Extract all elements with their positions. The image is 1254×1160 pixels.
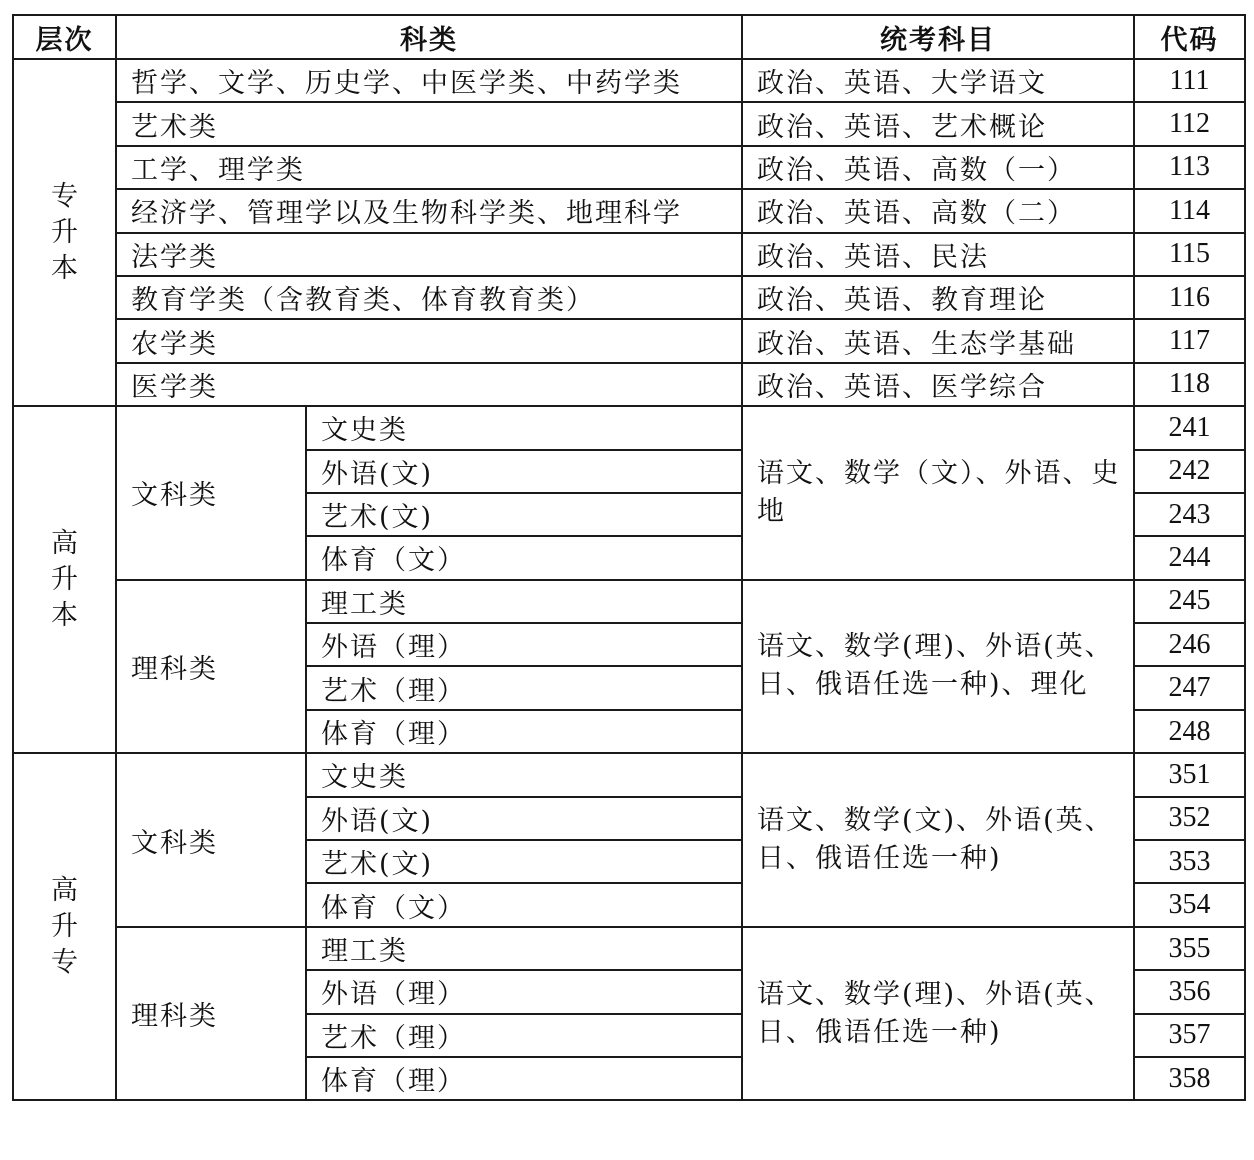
table-row [13,102,1245,145]
level-gaoshengzhuan [13,753,116,1100]
level-zhuanshengben [13,59,116,406]
sub-category-cell: 体育（文） [306,536,742,579]
level-char: 本 [51,252,78,284]
exam-subjects-table [12,14,1246,1101]
subjects-cell: 政治、英语、大学语文 [742,59,1134,102]
code-cell: 245 [1134,580,1245,623]
code-cell: 117 [1134,319,1245,362]
code-cell: 247 [1134,666,1245,709]
header-level: 层次 [13,15,116,59]
subjects-cell: 语文、数学(理)、外语(英、日、俄语任选一种)、理化 [742,580,1134,754]
sub-category-cell: 理工类 [306,580,742,623]
code-cell: 357 [1134,1014,1245,1057]
category-cell: 哲学、文学、历史学、中医学类、中药学类 [116,59,742,102]
level-char: 专 [51,946,78,978]
sub-category-cell: 文史类 [306,406,742,449]
table-row [13,59,1245,102]
code-cell: 351 [1134,753,1245,796]
sub-category-cell: 文史类 [306,753,742,796]
category-cell: 经济学、管理学以及生物科学类、地理科学 [116,189,742,232]
table-row [13,363,1245,406]
table-row [13,753,1245,796]
code-cell: 248 [1134,710,1245,753]
category-cell: 教育学类（含教育类、体育教育类） [116,276,742,319]
code-cell: 111 [1134,59,1245,102]
table-row [13,189,1245,232]
level-char: 升 [51,216,78,248]
group-name-cell: 文科类 [116,406,306,580]
level-char: 升 [51,910,78,942]
code-cell: 353 [1134,840,1245,883]
sub-category-cell: 艺术(文) [306,493,742,536]
code-cell: 113 [1134,146,1245,189]
subjects-cell: 政治、英语、教育理论 [742,276,1134,319]
sub-category-cell: 理工类 [306,927,742,970]
subjects-cell: 政治、英语、医学综合 [742,363,1134,406]
table-row [13,276,1245,319]
group-name-cell: 理科类 [116,927,306,1101]
code-cell: 246 [1134,623,1245,666]
subjects-cell: 政治、英语、民法 [742,233,1134,276]
code-cell: 244 [1134,536,1245,579]
subjects-cell: 语文、数学(理)、外语(英、日、俄语任选一种) [742,927,1134,1101]
category-cell: 工学、理学类 [116,146,742,189]
table-row [13,319,1245,362]
code-cell: 112 [1134,102,1245,145]
code-cell: 243 [1134,493,1245,536]
sub-category-cell: 外语(文) [306,450,742,493]
level-char: 本 [51,599,78,631]
table-row [13,233,1245,276]
level-char: 升 [51,563,78,595]
code-cell: 354 [1134,883,1245,926]
code-cell: 358 [1134,1057,1245,1100]
code-cell: 118 [1134,363,1245,406]
sub-category-cell: 外语(文) [306,797,742,840]
code-cell: 116 [1134,276,1245,319]
sub-category-cell: 体育（文） [306,883,742,926]
category-cell: 艺术类 [116,102,742,145]
sub-category-cell: 艺术(文) [306,840,742,883]
code-cell: 241 [1134,406,1245,449]
table-row [13,927,1245,970]
group-name-cell: 文科类 [116,753,306,927]
code-cell: 352 [1134,797,1245,840]
table-row [13,406,1245,449]
header-row [13,15,1245,59]
sub-category-cell: 艺术（理） [306,666,742,709]
subjects-cell: 语文、数学(文)、外语(英、日、俄语任选一种) [742,753,1134,927]
code-cell: 115 [1134,233,1245,276]
subjects-cell: 政治、英语、艺术概论 [742,102,1134,145]
sub-category-cell: 体育（理） [306,710,742,753]
subjects-cell: 政治、英语、生态学基础 [742,319,1134,362]
code-cell: 114 [1134,189,1245,232]
table-row [13,580,1245,623]
header-subjects: 统考科目 [742,15,1134,59]
code-cell: 355 [1134,927,1245,970]
sub-category-cell: 体育（理） [306,1057,742,1100]
category-cell: 医学类 [116,363,742,406]
header-category: 科类 [116,15,742,59]
code-cell: 356 [1134,970,1245,1013]
level-gaoshengben [13,406,116,753]
subjects-cell: 政治、英语、高数（一） [742,146,1134,189]
level-char: 高 [51,527,78,559]
subjects-cell: 语文、数学（文）、外语、史地 [742,406,1134,580]
level-char: 高 [51,874,78,906]
sub-category-cell: 外语（理） [306,623,742,666]
sub-category-cell: 外语（理） [306,970,742,1013]
category-cell: 法学类 [116,233,742,276]
code-cell: 242 [1134,450,1245,493]
sub-category-cell: 艺术（理） [306,1014,742,1057]
subjects-cell: 政治、英语、高数（二） [742,189,1134,232]
table-row [13,146,1245,189]
group-name-cell: 理科类 [116,580,306,754]
header-code: 代码 [1134,15,1245,59]
level-char: 专 [51,180,78,212]
category-cell: 农学类 [116,319,742,362]
